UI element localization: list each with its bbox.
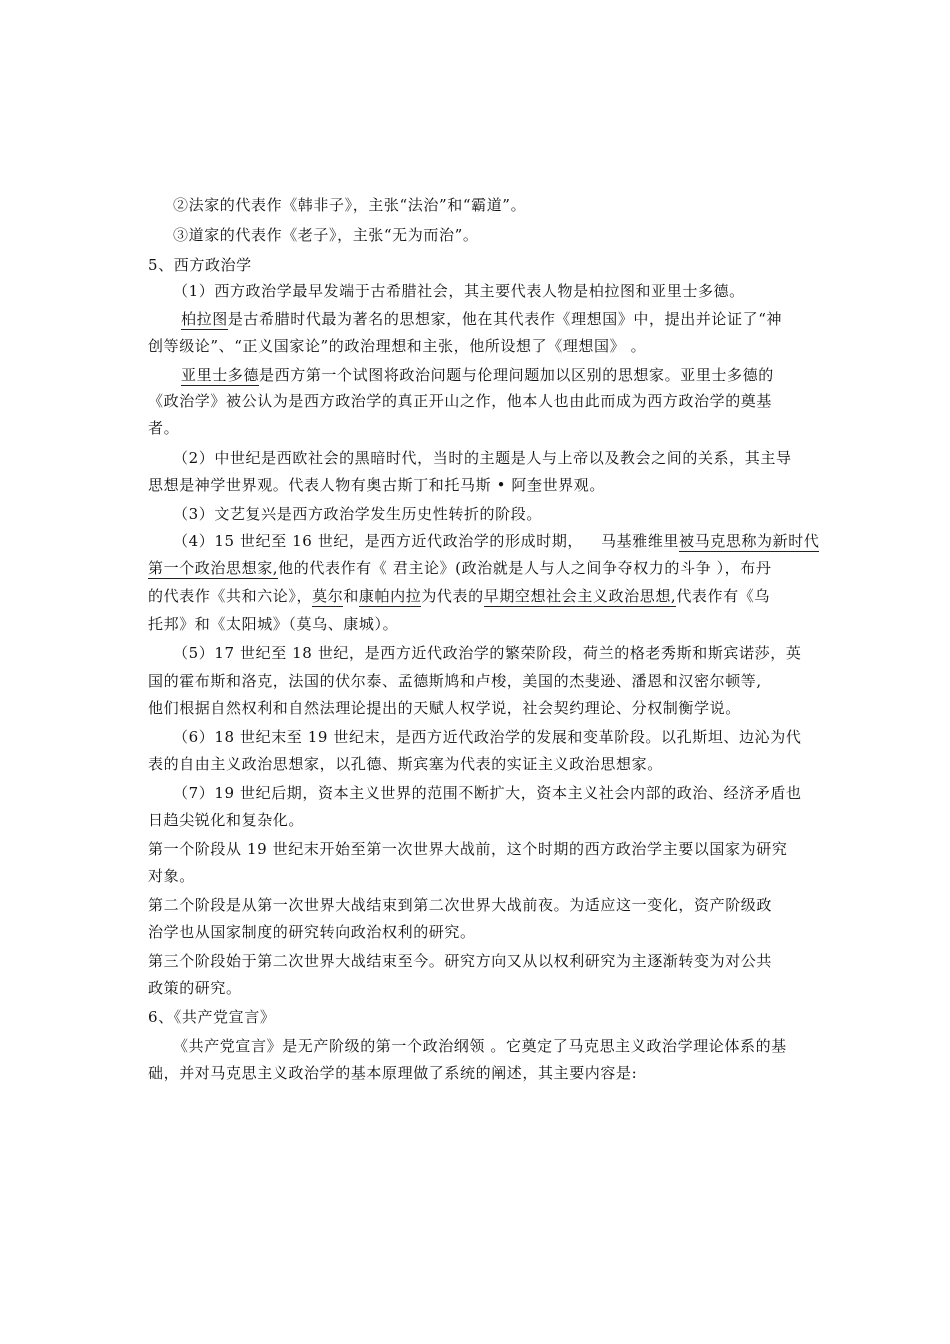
text-line: 亚里士多德是西方第一个试图将政治问题与伦理问题加以区别的思想家。亚里士多德的 [181, 366, 774, 384]
text-line: （5）17 世纪至 18 世纪，是西方近代政治学的繁荣阶段，荷兰的格老秀斯和斯宾诺莎，英 [173, 644, 802, 662]
underlined-plato: 柏拉图 [181, 310, 228, 328]
text-line: 础，并对马克思主义政治学的基本原理做了系统的阐述，其主要内容是: [148, 1064, 638, 1082]
text-line: 第一个阶段从 19 世纪末开始至第一次世界大战前，这个时期的西方政治学主要以国家为研究 [148, 840, 788, 858]
text-line: 政策的研究。 [148, 979, 242, 997]
text-line: ③道家的代表作《老子》，主张“无为而治”。 [173, 226, 479, 244]
text-line: （6）18 世纪末至 19 世纪末，是西方近代政治学的发展和变革阶段。以孔斯坦、边沁为代 [173, 728, 802, 746]
underlined-campanella: 康帕内拉 [358, 587, 422, 605]
text-line: 《共产党宣言》是无产阶级的第一个政治纲领 。它奠定了马克思主义政治学理论体系的基 [173, 1037, 787, 1055]
text-line: 者。 [148, 419, 180, 437]
text-line: 《政治学》被公认为是西方政治学的真正开山之作，他本人也由此而成为西方政治学的奠基 [148, 392, 773, 410]
text-line: 对象。 [148, 867, 195, 885]
text-line: 思想是神学世界观。代表人物有奥古斯丁和托马斯 • 阿奎世界观。 [148, 476, 605, 494]
text-line: 表的自由主义政治思想家，以孔德、斯宾塞为代表的实证主义政治思想家。 [148, 755, 663, 773]
text-line: 托邦》和《太阳城》（莫乌、康城）。 [148, 615, 399, 633]
text-line: 创等级论”、“正义国家论”的政治理想和主张，他所设想了《理想国》 。 [148, 337, 647, 355]
text-line: （3）文艺复兴是西方政治学发生历史性转折的阶段。 [173, 505, 542, 523]
text-line: 国的霍布斯和洛克，法国的伏尔泰、孟德斯鸠和卢梭，美国的杰斐逊、潘恩和汉密尔顿等, [148, 672, 762, 690]
section-heading-6: 6、《共产党宣言》 [148, 1008, 276, 1026]
text-line: 的代表作《共和六论》，莫尔和康帕内拉为代表的早期空想社会主义政治思想,代表作有《乌 [148, 587, 770, 605]
underlined-more: 莫尔 [312, 587, 344, 605]
text-line: 他们根据自然权利和自然法理论提出的天赋人权学说，社会契约理论、分权制衡学说。 [148, 699, 741, 717]
text-line: 日趋尖锐化和复杂化。 [148, 811, 305, 829]
text-line: 治学也从国家制度的研究转向政治权利的研究。 [148, 923, 476, 941]
text-line: （4）15 世纪至 16 世纪，是西方近代政治学的形成时期， 马基雅维里被马克思称为新时代 [173, 532, 820, 550]
text-line: 第一个政治思想家,他的代表作有《 君主论》(政治就是人与人之间争夺权力的斗争 ），布丹 [148, 559, 772, 577]
text-line: 柏拉图是古希腊时代最为著名的思想家，他在其代表作《理想国》中，提出并论证了“神 [181, 310, 783, 328]
text-line: ②法家的代表作《韩非子》，主张“法治”和“霸道”。 [173, 196, 527, 214]
text-line: （7）19 世纪后期，资本主义世界的范围不断扩大，资本主义社会内部的政治、经济矛盾也 [173, 784, 802, 802]
underlined-aristotle: 亚里士多德 [181, 366, 260, 384]
section-heading-5: 5、西方政治学 [148, 256, 252, 274]
underlined-utopian-socialism: 早期空想社会主义政治思想, [483, 587, 677, 605]
underlined-machiavelli-note: 被马克思称为新时代 [679, 532, 820, 550]
text-line: （1）西方政治学最早发端于古希腊社会，其主要代表人物是柏拉图和亚里士多德。 [173, 282, 745, 300]
underlined-first-political-thinker: 第一个政治思想家, [148, 559, 279, 577]
text-line: 第二个阶段是从第一次世界大战结束到第二次世界大战前夜。为适应这一变化，资产阶级政 [148, 896, 773, 914]
text-line: 第三个阶段始于第二次世界大战结束至今。研究方向又从以权利研究为主逐渐转变为对公共 [148, 952, 773, 970]
text-line: （2）中世纪是西欧社会的黑暗时代，当时的主题是人与上帝以及教会之间的关系，其主导 [173, 449, 792, 467]
